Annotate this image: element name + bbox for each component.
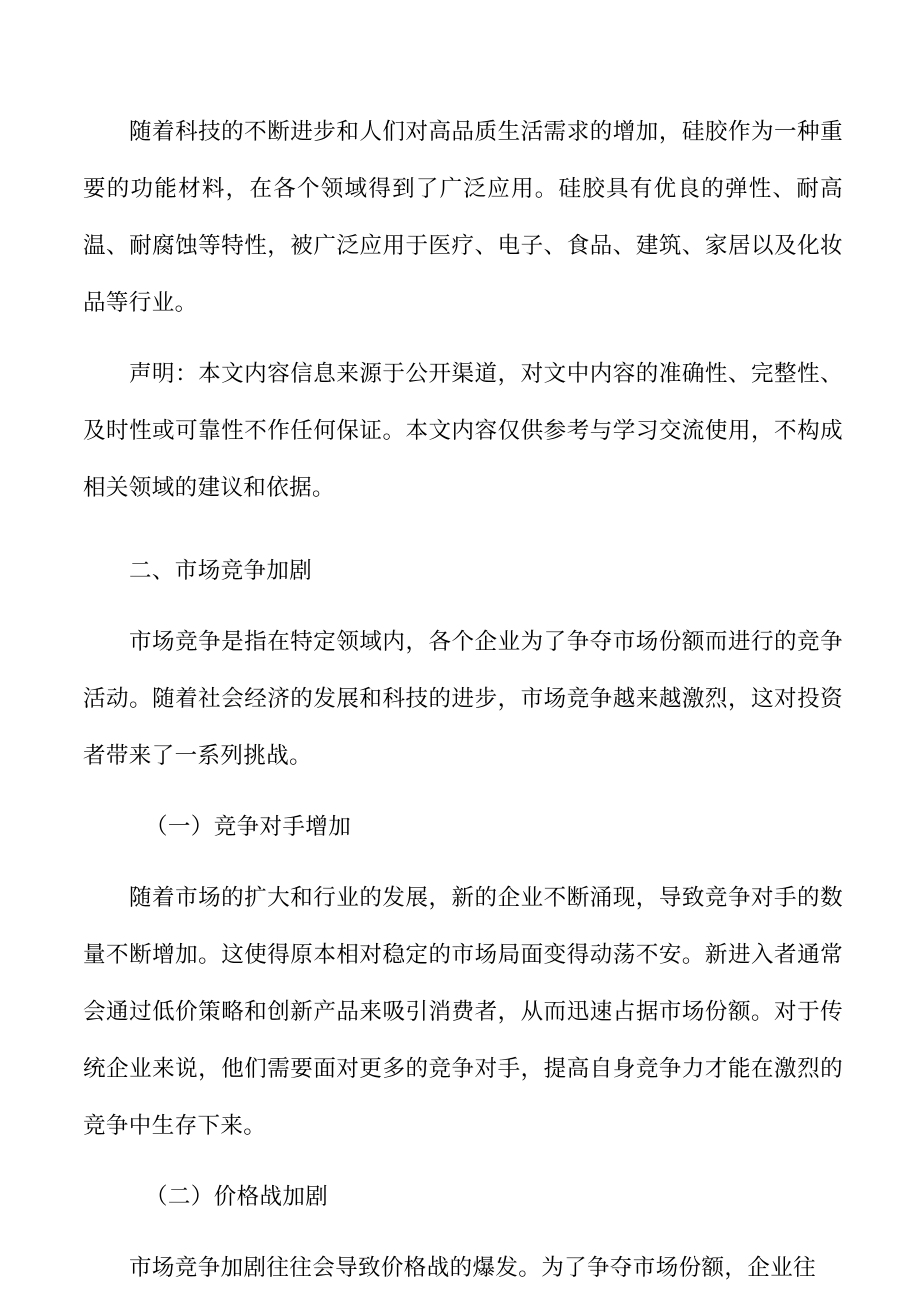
document-body (83, 104, 843, 1297)
subsection-body-2: 市场竞争加剧往往会导致价格战的爆发。为了争夺市场份额，企业往 (129, 1255, 817, 1281)
subsection-heading-2: （二）价格战加剧 (145, 1184, 329, 1210)
section-heading: 二、市场竞争加剧 (129, 558, 313, 584)
subsection-heading-1: （一）竞争对手增加 (145, 814, 352, 840)
intro-paragraph: 随着科技的不断进步和人们对高品质生活需求的增加，硅胶作为一种重要的功能材料，在各个领域得到了广泛应用。硅胶具有优良的弹性、耐高温、耐腐蚀等特性，被广泛应用于医疗、电子、食品、建筑、家居以及化妆品等行业。 (83, 119, 843, 316)
section-body-paragraph: 市场竞争是指在特定领域内，各个企业为了争夺市场份额而进行的竞争活动。随着社会经济的发展和科技的进步，市场竞争越来越激烈，这对投资者带来了一系列挑战。 (83, 629, 843, 769)
subsection-body-1: 随着市场的扩大和行业的发展，新的企业不断涌现，导致竞争对手的数量不断增加。这使得原本相对稳定的市场局面变得动荡不安。新进入者通常会通过低价策略和创新产品来吸引消费者，从而迅速占据市场份额。对于传统企业来说，他们需要面对更多的竞争对手，提高自身竞争力才能在激烈的竞争中生存下来。 (83, 885, 843, 1139)
disclaimer-paragraph: 声明：本文内容信息来源于公开渠道，对文中内容的准确性、完整性、及时性或可靠性不作任何保证。本文内容仅供参考与学习交流使用，不构成相关领域的建议和依据。 (83, 361, 843, 501)
